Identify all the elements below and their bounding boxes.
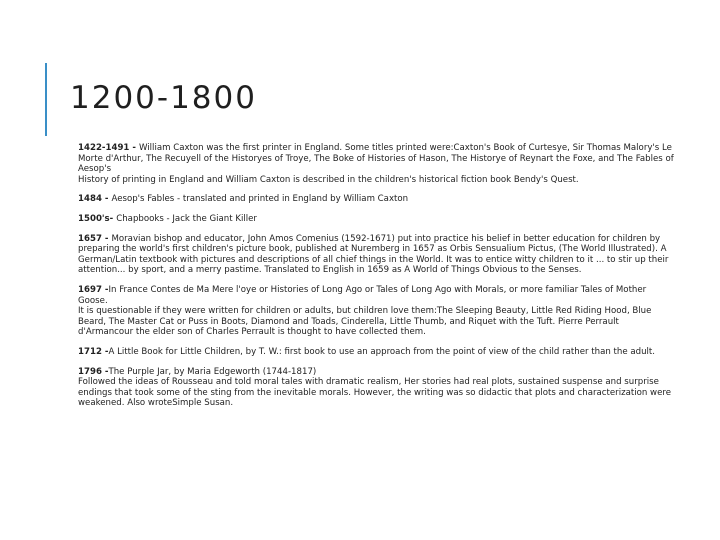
timeline-entry-1712: [78, 347, 674, 358]
entry-text: Chapbooks - Jack the Giant Killer: [116, 213, 257, 224]
entry-extra: It is questionable if they were written for children or adults, but children love them:The Sleeping Beauty, Little Red Riding Hood, Blue Beard, The Master Cat or Puss in Boots, Diamond and Toads, Cinderella, Little Thumb, and Riquet with the Tuft. Pierre Perrault d'Armancour the elder son of Charles Perrault is thought to have collected them.: [78, 306, 652, 338]
entry-extra: History of printing in England and William Caxton is described in the children's historical fiction book Bendy's Quest.: [78, 174, 579, 185]
entry-paragraph: [78, 194, 674, 205]
entry-text: The Purple Jar, by Maria Edgeworth (1744-1817): [108, 366, 317, 377]
timeline-entry-1500s: [78, 214, 674, 225]
entry-text: Moravian bishop and educator, John Amos Comenius (1592-1671) put into practice his belief in better education for children by preparing the world's first children's picture book, published at Nuremberg in 1657 as Orbis Sensualium Pictus, (The World Illustrated). A German/Latin textbook with pictures and descriptions of all chief things in the World. It was to entice witty children to it ... to stir up their attention... by sport, and a merry pastime. Translated to English in 1659 as A World of Things Obvious to the Senses.: [78, 233, 669, 276]
entry-year: 1500's-: [78, 213, 117, 224]
timeline-entry-1657: [78, 234, 674, 276]
entry-text: In France Contes de Ma Mere l'oye or Histories of Long Ago or Tales of Long Ago with Morals, or more familiar Tales of Mother Goose.: [78, 284, 647, 306]
entry-paragraph: [78, 367, 674, 378]
entry-year: 1657 -: [78, 233, 112, 244]
timeline-entry-1422: [78, 143, 674, 185]
entry-year: 1712 -: [78, 346, 109, 357]
entry-text: A Little Book for Little Children, by T. W.: first book to use an approach from the point of view of the child rather than the adult.: [108, 346, 656, 357]
title-accent-bar: [45, 63, 47, 136]
slide-body: [78, 143, 674, 418]
entry-year: 1422-1491 -: [78, 143, 139, 153]
entry-paragraph: [78, 285, 674, 306]
entry-paragraph: [78, 234, 674, 276]
timeline-entry-1796: [78, 367, 674, 409]
entry-year: 1697 -: [78, 284, 109, 295]
entry-text: William Caxton was the first printer in England. Some titles printed were:Caxton's Book of Curtesye, Sir Thomas Malory's Le Morte d'Arthur, The Recuyell of the Historyes of Troye, The Boke of Histories of Hason, The Historye of Reynart the Foxe, and The Fables of Aesop's: [78, 143, 674, 175]
entry-paragraph: [78, 347, 674, 358]
entry-paragraph: [78, 214, 674, 225]
entry-text: Aesop's Fables - translated and printed in England by William Caxton: [111, 194, 409, 205]
entry-paragraph: [78, 143, 674, 175]
entry-year: 1484 -: [78, 194, 112, 205]
timeline-entry-1484: [78, 194, 674, 205]
entry-year: 1796 -: [78, 366, 109, 377]
entry-extra: Followed the ideas of Rousseau and told moral tales with dramatic realism, Her stories had real plots, sustained suspense and surprise endings that took some of the sting from the inevitable morals. However, the writing was so didactic that plots and characterization were weakened. Also wroteSimple Susan.: [78, 377, 671, 409]
timeline-entry-1697: [78, 285, 674, 338]
slide-title: 1200-1800: [70, 80, 257, 116]
